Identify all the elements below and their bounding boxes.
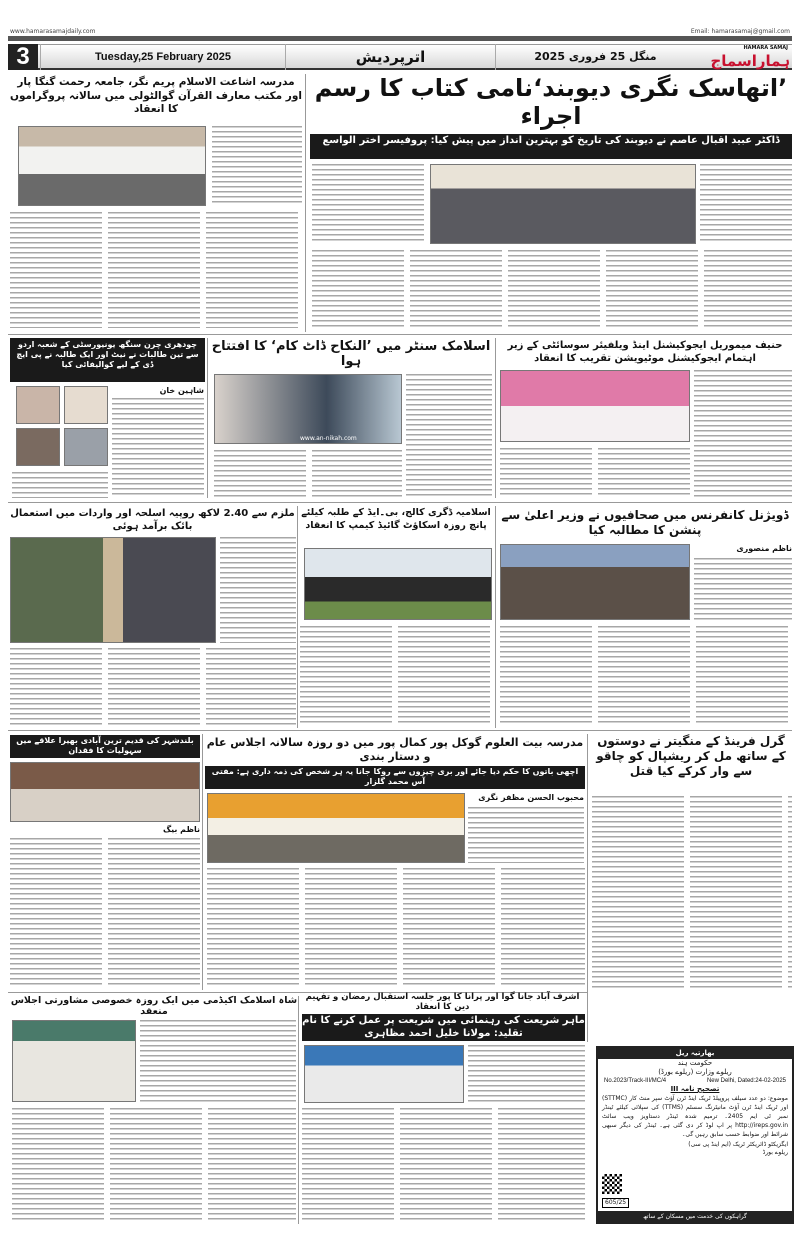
article-text xyxy=(468,807,584,863)
article-text xyxy=(214,450,402,498)
bulandshahr-headline: بلندشہر کی قدیم ترین آبادی بھیرا علاقے میں سہولیات کا فقدان xyxy=(10,735,200,758)
column-rule xyxy=(207,338,208,498)
book-launch-photo xyxy=(430,164,696,244)
main-headline: ’اتھاسک نگری دیوبند‘نامی کتاب کا رسم اجراء xyxy=(314,74,788,130)
column-rule xyxy=(587,734,588,1042)
english-date: Tuesday,25 February 2025 xyxy=(40,44,285,70)
scout-photo xyxy=(304,548,492,620)
article-text xyxy=(212,126,302,206)
student-photo xyxy=(16,428,60,466)
byline: ناظم منصوری xyxy=(736,544,792,553)
shah-headline: شاہ اسلامک اکیڈمی میں ایک روزہ خصوصی مشاورتی اجلاس منعقد xyxy=(10,995,298,1017)
tender-body: موضوع: دو عدد سیلف پروپیلڈ ٹریک اینڈ ٹرن آؤٹ سپر منٹ کار (STTMC) اور ٹریک اینڈ ٹرن آؤٹ مانیٹرنگ سسٹم (TTMS) کی سپلائی کیلئے ٹینڈر نمبر ٹی ایم 2405۔ ترمیم شدہ ٹینڈر دستاویز ویب سائٹ http://ireps.gov.in پر اپ لوڈ کر دی گئی ہے۔ ٹینڈر کی دیگر سبھی شرائط اور ضوابط حسب سابق رہیں گی۔ xyxy=(602,1095,789,1138)
madrasa-subhead: اچھی باتوں کا حکم دیا جائے اور بری چیزوں سے روکا جانا یہ ہر شخص کی ذمہ داری ہے: مفتی آس محمد گلزار xyxy=(205,766,585,789)
article-text xyxy=(312,164,424,244)
tender-code: 605/25 xyxy=(602,1198,629,1208)
student-photo xyxy=(16,386,60,424)
article-text xyxy=(500,626,792,726)
urdu-date: منگل 25 فروری 2025 xyxy=(495,44,695,70)
pension-photo xyxy=(500,544,690,620)
hanif-photo xyxy=(500,370,690,442)
recovered-items-photo xyxy=(10,537,216,643)
article-text xyxy=(500,448,690,498)
madrasa-headline: مدرسہ بیت العلوم گوکل پور کمال پور میں دو روزہ سالانہ اجلاس عام و دستار بندی xyxy=(206,736,584,763)
byline: محبوب الحسن مظفر نگری xyxy=(478,793,584,802)
column-rule xyxy=(297,506,298,728)
page-number: 3 xyxy=(8,44,38,70)
student-photo xyxy=(64,386,108,424)
column-rule xyxy=(495,506,496,728)
main-subhead: ڈاکٹر عبید اقبال عاصم نے دیوبند کی تاریخ کو بہترین انداز میں پیش کیا: پروفیسر اختر الواسع xyxy=(310,134,792,159)
article-text xyxy=(10,212,302,328)
tender-ref: No.2023/Track-III/MC/4 xyxy=(604,1078,667,1084)
article-text xyxy=(112,398,204,498)
ramzan-photo xyxy=(304,1045,464,1103)
pension-headline: ڈویژنل کانفرنس میں صحافیوں نے وزیر اعلیٰ سے پنشن کا مطالبہ کیا xyxy=(501,508,789,537)
tender-signatory: ایگزیکٹو ڈائریکٹر ٹریک (ایم اینڈ پی سی) xyxy=(688,1141,788,1148)
tender-footer: گراہکوں کی خدمت میں مسکان کے ساتھ xyxy=(598,1211,792,1222)
murder-headline: گرل فرینڈ کے منگیتر نے دوستوں کے ساتھ مل کر ریشپال کو چاقو سے وار کرکے کیا قتل xyxy=(596,734,786,778)
article-text xyxy=(312,250,792,328)
column-rule xyxy=(305,74,306,332)
column-rule xyxy=(202,734,203,990)
tender-ministry: ریلوے وزارت (ریلوے بورڈ) xyxy=(658,1068,732,1076)
article-text xyxy=(592,796,792,990)
article-text xyxy=(140,1020,296,1102)
tender-date: New Delhi, Dated:24-02-2025 xyxy=(706,1078,786,1084)
masthead-rule xyxy=(8,36,792,41)
section-title: اترپردیش xyxy=(285,44,495,70)
article-text xyxy=(700,164,792,244)
tender-govt: حکومت ہند xyxy=(677,1059,713,1067)
column-rule xyxy=(495,338,496,498)
tender-title: بھارتیہ ریل xyxy=(598,1048,792,1059)
scout-headline: اسلامیہ ڈگری کالج، بی۔ایڈ کے طلبہ کیلئے پانچ روزہ اسکاؤٹ گائیڈ کیمپ کا انعقاد xyxy=(301,507,491,531)
row-rule xyxy=(8,730,792,731)
row-rule xyxy=(8,502,792,503)
article-text xyxy=(10,838,200,988)
logo-english: HAMARA SAMAJ xyxy=(743,45,788,51)
shah-academy-photo xyxy=(12,1020,136,1102)
ramzan-subhead: ماہر شریعت کی رہنمائی میں شریعت پر عمل کرنے کا نام تقلید: مولانا خلیل احمد مظاہری xyxy=(302,1015,585,1039)
article-text xyxy=(694,558,792,620)
student-photo xyxy=(64,428,108,466)
tender-board: ریلوے بورڈ xyxy=(762,1149,788,1156)
logo: ہماراسماج xyxy=(710,52,790,70)
article-text xyxy=(302,1108,585,1220)
byline: ناظم بیگ xyxy=(162,825,200,834)
ramzan-headline: اشرف آباد جانا گوا اور پرانا کا پور جلسہ استقبال رمضان و تفہیم دین کا انعقاد xyxy=(305,992,580,1012)
nikah-headline: اسلامک سنٹر میں ’النکاح ڈاٹ کام‘ کا افتتاح ہوا xyxy=(211,339,491,369)
article-text xyxy=(300,626,492,726)
hanif-headline: حنیف میموریل ایجوکیشنل اینڈ ویلفیئر سوسائٹی کے زیر اہتمام ایجوکیشنل موٹیویشن تقریب کا انعقاد xyxy=(507,340,783,364)
row-rule xyxy=(8,334,792,335)
byline: شاہین خان xyxy=(159,386,204,395)
email: Email: hamarasamaj@gmail.com xyxy=(690,28,790,35)
madrasa-photo xyxy=(18,126,206,206)
article-text xyxy=(10,648,296,726)
madrasa-event-photo xyxy=(207,793,465,863)
article-text xyxy=(406,374,492,498)
article-text xyxy=(12,1108,296,1220)
arms-headline: ملزم سے 2.40 لاکھ روپیہ اسلحہ اور واردات میں استعمال بائک برآمد ہوئی xyxy=(10,508,295,532)
article-text xyxy=(207,868,585,988)
qr-code-icon xyxy=(602,1174,622,1194)
top-left-headline: مدرسہ اشاعت الاسلام پریم نگر، جامعہ رحمت گنگا پار اور مکتب معارف القرآن گوالٹولی میں سالانہ پروگراموں کا انعقاد xyxy=(10,76,302,115)
nikah-photo xyxy=(214,374,402,444)
tender-corrigendum: تصحیح نامہ III xyxy=(670,1085,720,1093)
article-text xyxy=(220,537,296,643)
article-text xyxy=(694,370,792,498)
column-rule xyxy=(298,996,299,1224)
ccsu-headline: چودھری چرن سنگھ یونیورسٹی کے شعبہ اردو سے تین طالبات نے نیٹ اور ایک طالبہ نے پی ایچ ڈی کے لیے کوالیفائی کیا xyxy=(10,338,205,382)
website-url: www.hamarasamajdaily.com xyxy=(10,28,96,35)
article-text xyxy=(468,1045,585,1103)
bulandshahr-photo xyxy=(10,762,200,822)
article-text xyxy=(12,472,108,498)
nikah-photo-caption: www.an-nikah.com xyxy=(300,435,357,442)
tender-notice xyxy=(596,1046,794,1224)
